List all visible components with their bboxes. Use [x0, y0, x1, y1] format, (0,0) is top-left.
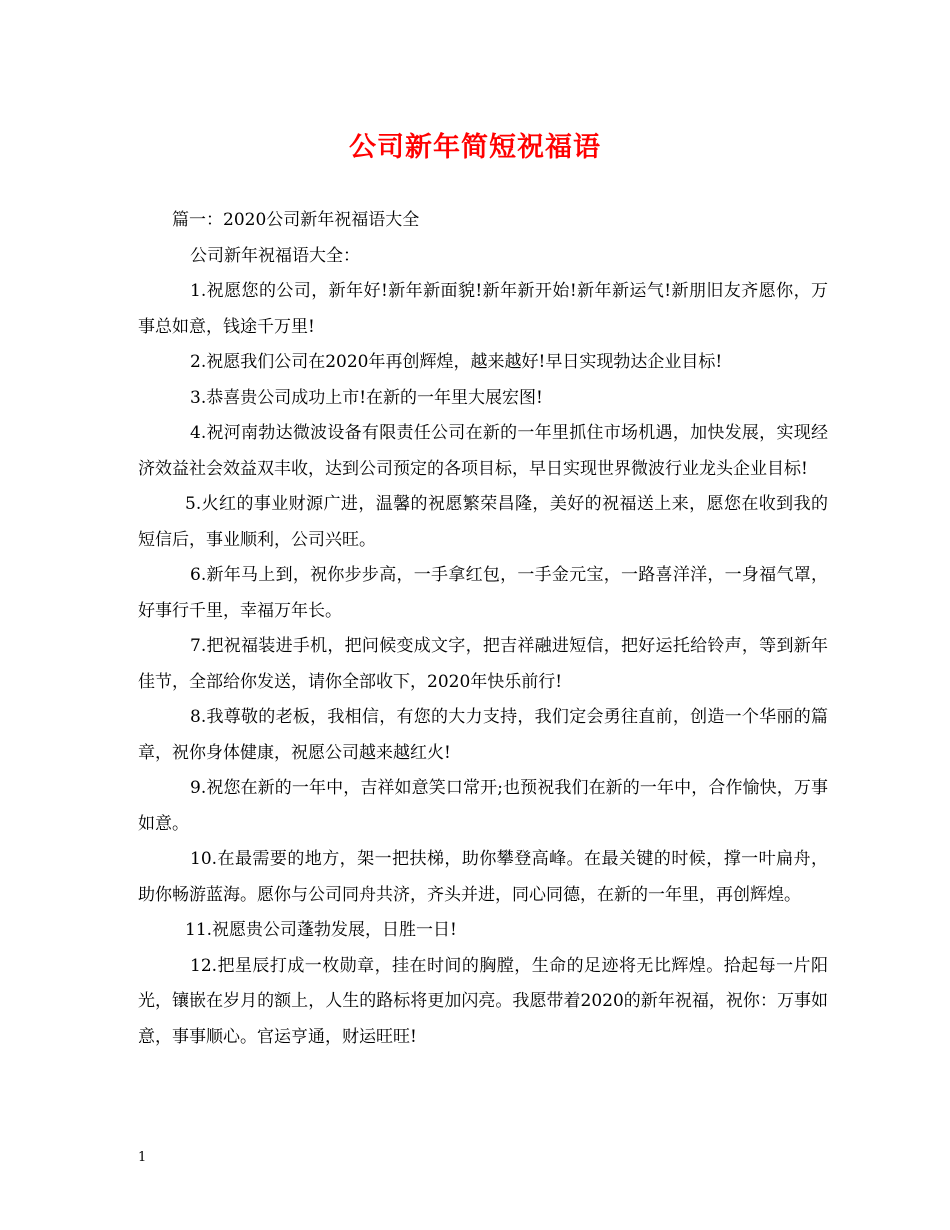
- document-title: 公司新年简短祝福语: [349, 132, 601, 163]
- list-item: 10.在最需要的地方，架一把扶梯，助你攀登高峰。在最关键的时候，撑一叶扁舟，助你畅游蓝海。愿你与公司同舟共济，齐头并进，同心同德，在新的一年里，再创辉煌。: [138, 849, 828, 905]
- list-item: 12.把星辰打成一枚勋章，挂在时间的胸膛，生命的足迹将无比辉煌。拾起每一片阳光，镶嵌在岁月的额上，人生的路标将更加闪亮。我愿带着2020的新年祝福，祝你：万事如意，事事顺心。官运亨通，财运旺旺!: [138, 955, 828, 1047]
- list-item: 5.火红的事业财源广进，温馨的祝愿繁荣昌隆，美好的祝福送上来，愿您在收到我的短信后，事业顺利，公司兴旺。: [138, 494, 828, 550]
- list-item: 4.祝河南勃达微波设备有限责任公司在新的一年里抓住市场机遇，加快发展，实现经济效益社会效益双丰收，达到公司预定的各项目标，早日实现世界微波行业龙头企业目标!: [138, 423, 828, 479]
- list-item: 3.恭喜贵公司成功上市!在新的一年里大展宏图!: [190, 387, 543, 408]
- section-heading: 篇一：2020公司新年祝福语大全: [172, 210, 420, 230]
- list-item: 8.我尊敬的老板，我相信，有您的大力支持，我们定会勇往直前，创造一个华丽的篇章，祝你身体健康，祝愿公司越来越红火!: [138, 707, 828, 763]
- list-item: 9.祝您在新的一年中，吉祥如意笑口常开;也预祝我们在新的一年中，合作愉快，万事如意。: [138, 778, 828, 834]
- list-item: 7.把祝福装进手机，把问候变成文字，把吉祥融进短信，把好运托给铃声，等到新年佳节，全部给你发送，请你全部收下，2020年快乐前行!: [138, 636, 828, 692]
- list-item: 11.祝愿贵公司蓬勃发展，日胜一日!: [185, 920, 457, 940]
- document-body: [138, 203, 828, 1055]
- list-item: 1.祝愿您的公司，新年好!新年新面貌!新年新开始!新年新运气!新朋旧友齐愿你，万事总如意，钱途千万里!: [138, 281, 828, 337]
- list-item: 2.祝愿我们公司在2020年再创辉煌，越来越好!早日实现勃达企业目标!: [190, 352, 723, 372]
- intro-line: 公司新年祝福语大全：: [190, 245, 360, 266]
- page-number: 1: [138, 1150, 147, 1165]
- list-item: 6.新年马上到，祝你步步高，一手拿红包，一手金元宝，一路喜洋洋，一身福气罩，好事行千里，幸福万年长。: [138, 565, 828, 621]
